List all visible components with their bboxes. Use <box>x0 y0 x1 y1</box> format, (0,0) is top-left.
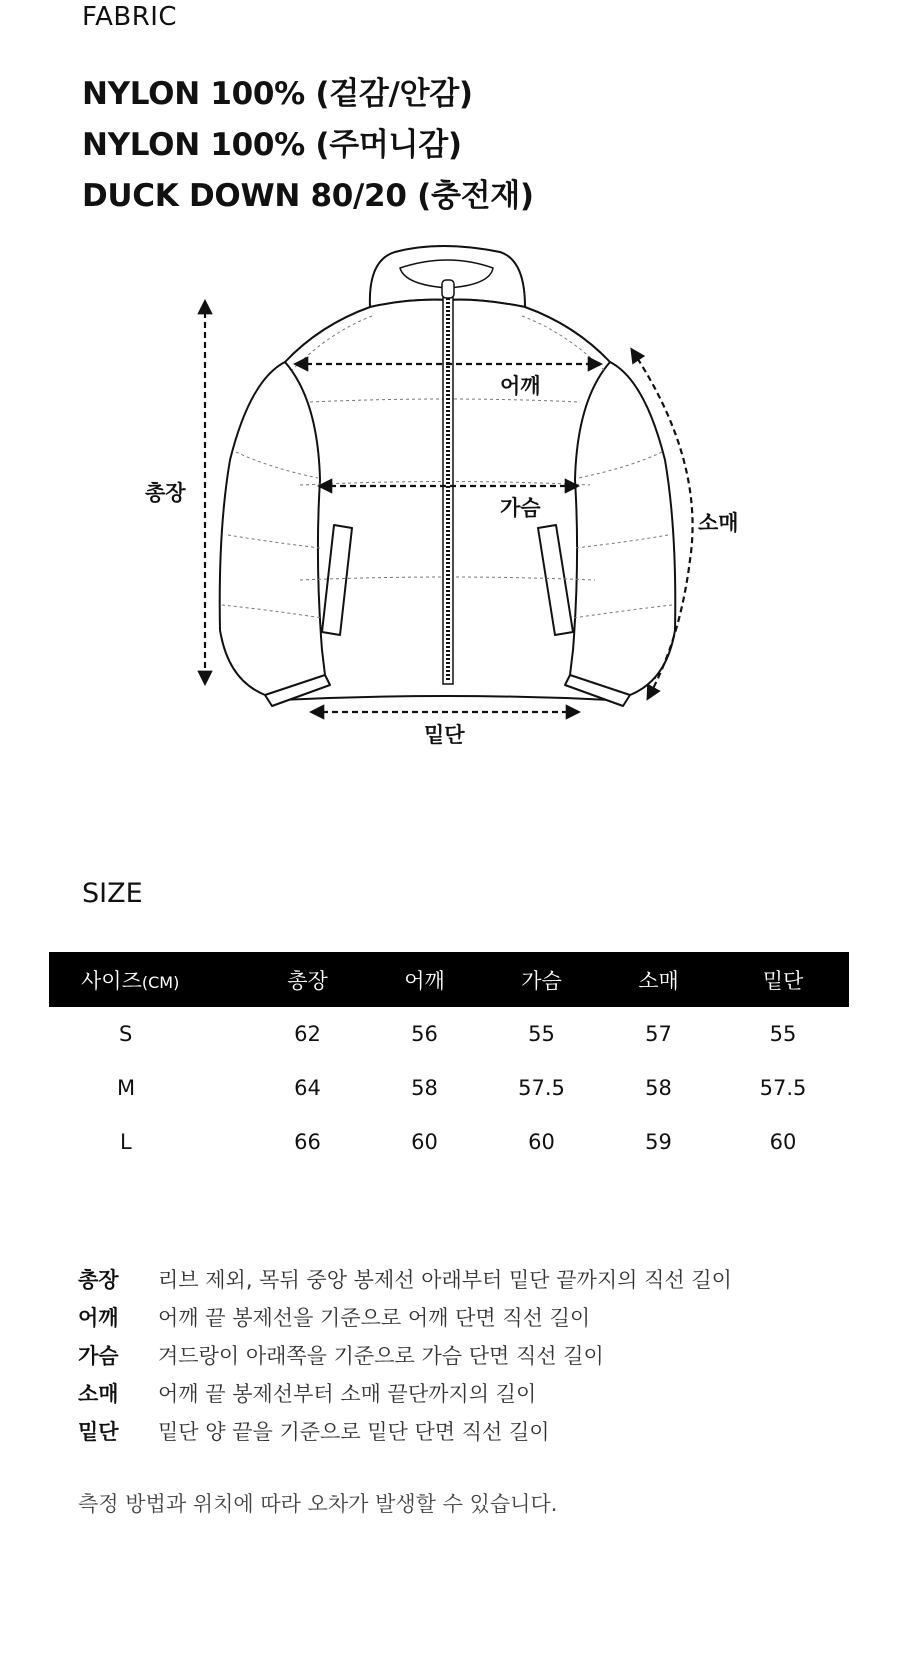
table-cell: 55 <box>528 1022 555 1046</box>
header-hem: 밑단 <box>762 968 804 993</box>
header-size-label: 사이즈 <box>81 968 142 993</box>
fabric-heading: FABRIC <box>82 2 178 32</box>
row-size-label: L <box>120 1130 132 1154</box>
table-cell: 56 <box>411 1022 438 1046</box>
definition-term: 총장 <box>78 1268 119 1292</box>
size-heading: SIZE <box>82 878 143 909</box>
definition-term: 소매 <box>78 1382 119 1406</box>
label-total-length: 총장 <box>145 481 186 505</box>
table-cell: 64 <box>294 1076 321 1100</box>
definition-hem <box>78 1416 550 1446</box>
header-total-length: 총장 <box>287 968 328 993</box>
definition-sleeve <box>78 1378 536 1408</box>
measurement-note: 측정 방법과 위치에 따라 오차가 발생할 수 있습니다. <box>78 1492 558 1516</box>
definition-total-length <box>78 1264 732 1294</box>
table-cell: 59 <box>645 1130 672 1154</box>
definition-text: 어깨 끝 봉제선부터 소매 끝단까지의 길이 <box>158 1382 537 1406</box>
table-cell: 58 <box>645 1076 672 1100</box>
definition-chest <box>78 1340 604 1370</box>
definition-text: 리브 제외, 목뒤 중앙 봉제선 아래부터 밑단 끝까지의 직선 길이 <box>158 1268 732 1292</box>
definition-text: 겨드랑이 아래쪽을 기준으로 가슴 단면 직선 길이 <box>158 1344 604 1368</box>
table-cell: 60 <box>528 1130 555 1154</box>
table-cell: 57 <box>645 1022 672 1046</box>
table-row <box>49 1115 849 1169</box>
table-cell: 55 <box>769 1022 797 1046</box>
right-sleeve-shape <box>570 362 675 700</box>
jacket-measurement-diagram <box>0 230 900 790</box>
definition-term: 가슴 <box>78 1344 119 1368</box>
header-shoulder: 어깨 <box>404 968 445 993</box>
header-chest: 가슴 <box>521 968 562 993</box>
table-row <box>49 1007 849 1061</box>
header-sleeve: 소매 <box>638 968 679 993</box>
definition-text: 밑단 양 끝을 기준으로 밑단 단면 직선 길이 <box>158 1420 550 1444</box>
row-size-label: M <box>117 1076 136 1100</box>
fabric-line-pocket: NYLON 100% (주머니감) <box>82 127 462 163</box>
table-cell: 57.5 <box>518 1076 565 1100</box>
table-cell: 57.5 <box>759 1076 807 1100</box>
definition-term: 어깨 <box>78 1306 119 1330</box>
table-cell: 60 <box>411 1130 438 1154</box>
fabric-line-fill: DUCK DOWN 80/20 (충전재) <box>82 178 534 214</box>
fabric-line-shell: NYLON 100% (겉감/안감) <box>82 76 473 112</box>
table-row <box>49 1061 849 1115</box>
header-unit-label: (CM) <box>141 972 180 992</box>
table-cell: 58 <box>411 1076 438 1100</box>
header-size <box>49 952 249 1007</box>
label-hem: 밑단 <box>424 723 465 747</box>
table-cell: 66 <box>294 1130 321 1154</box>
left-sleeve-shape <box>220 362 325 700</box>
definition-shoulder <box>78 1302 590 1332</box>
size-table <box>49 952 849 1169</box>
zipper <box>442 280 454 684</box>
label-chest: 가슴 <box>500 496 541 520</box>
definition-term: 밑단 <box>78 1420 119 1444</box>
label-sleeve: 소매 <box>698 511 739 535</box>
table-cell: 60 <box>769 1130 797 1154</box>
label-shoulder: 어깨 <box>500 374 541 398</box>
definition-text: 어깨 끝 봉제선을 기준으로 어깨 단면 직선 길이 <box>158 1306 591 1330</box>
table-cell: 62 <box>294 1022 321 1046</box>
row-size-label: S <box>119 1022 133 1046</box>
size-table-header-row <box>49 952 849 1007</box>
